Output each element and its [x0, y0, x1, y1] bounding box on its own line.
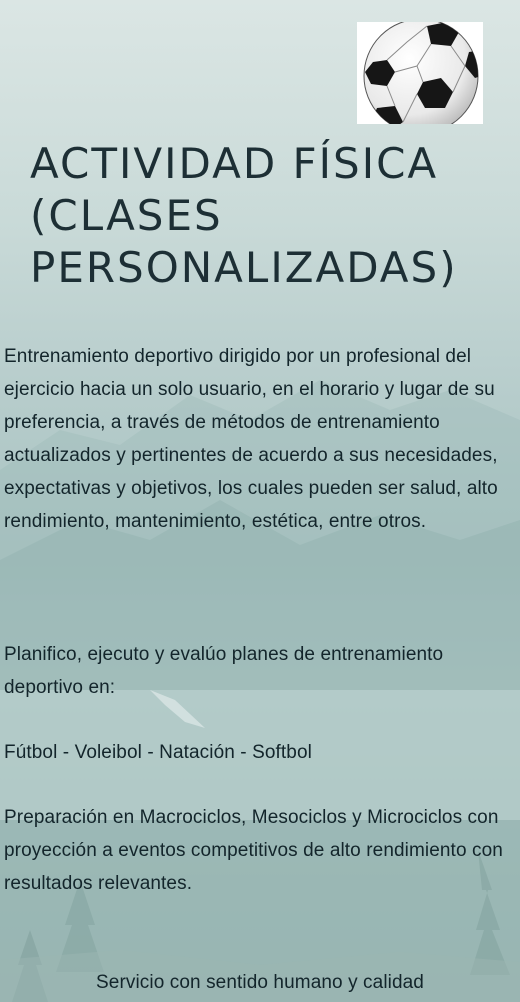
- service-tagline: Servicio con sentido humano y calidad: [96, 972, 424, 993]
- title-line-3: PERSONALIZADAS): [30, 243, 458, 292]
- plans-paragraph: Planifico, ejecuto y evalúo planes de entrenamiento deportivo en:: [4, 644, 444, 698]
- soccer-ball-icon: [357, 22, 483, 124]
- intro-paragraph: Entrenamiento deportivo dirigido por un profesional del ejercicio hacia un solo usuario, en el horario y lugar de su preferencia, a través de métodos de entrenamiento actualizados y pertinentes de acuerdo a sus necesidades, expectativas y objetivos, los cuales pueden ser salud, alto rendimiento, mantenimiento, estética, entre otros.: [4, 346, 498, 532]
- page-title: [30, 138, 500, 294]
- title-line-1: ACTIVIDAD FÍSICA: [30, 139, 439, 188]
- soccer-ball-image: [357, 22, 483, 124]
- title-line-2: (CLASES: [30, 191, 223, 240]
- preparation-paragraph: Preparación en Macrociclos, Mesociclos y Microciclos con proyección a eventos competitivos de alto rendimiento con resultados relevantes.: [4, 807, 503, 894]
- sports-list: Fútbol - Voleibol - Natación - Softbol: [4, 742, 312, 763]
